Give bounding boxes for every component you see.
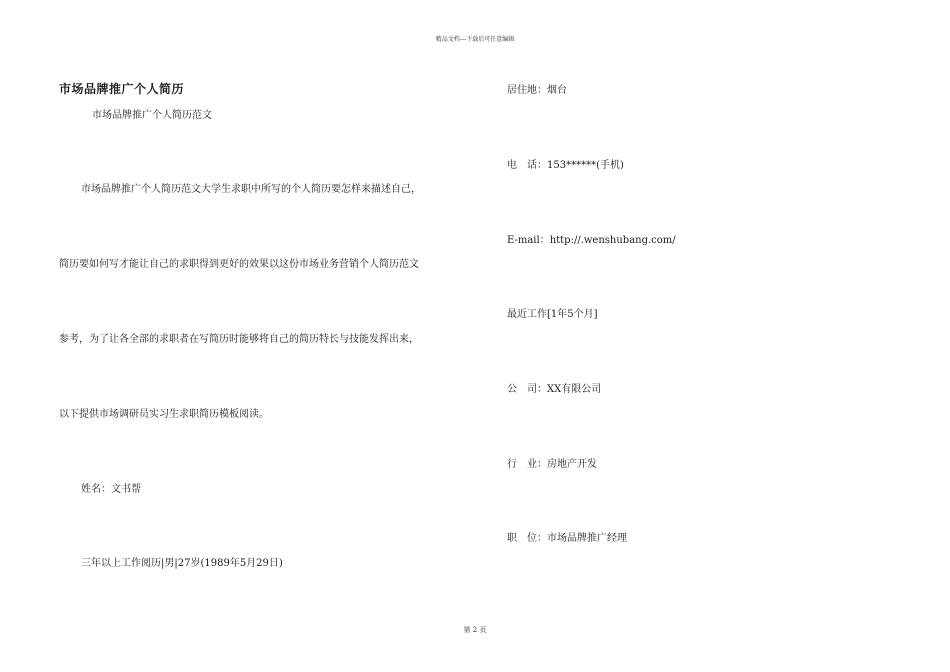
name-line: 姓名：文书帮 — [81, 484, 141, 495]
email-field: E-mail：http://.wenshubang.com/ — [507, 235, 676, 246]
document-title: 市场品牌推广个人简历 — [59, 82, 185, 96]
paragraph-line: 简历要如何写才能让自己的求职得到更好的效果以这份市场业务营销个人简历范文 — [59, 259, 419, 270]
residence-field: 居住地：烟台 — [507, 85, 567, 96]
paragraph-line: 以下提供市场调研员实习生求职简历模板阅读。 — [59, 409, 269, 420]
page-header: 精品文档---下载后可任意编辑 — [435, 36, 515, 43]
document-subtitle: 市场品牌推广个人简历范文 — [92, 110, 212, 121]
page-number: 第 2 页 — [463, 626, 487, 634]
paragraph-line: 参考，为了让各全部的求职者在写简历时能够将自己的简历特长与技能发挥出来， — [59, 334, 419, 345]
industry-field: 行 业：房地产开发 — [507, 459, 597, 470]
company-field: 公 司：XX有限公司 — [507, 384, 602, 395]
position-field: 职 位：市场品牌推广经理 — [507, 533, 627, 544]
paragraph-line: 市场品牌推广个人简历范文大学生求职中所写的个人简历要怎样来描述自己， — [81, 184, 421, 195]
summary-line: 三年以上工作阅历|男|27岁(1989年5月29日) — [81, 558, 283, 569]
phone-field: 电 话：153******(手机) — [507, 160, 624, 171]
recent-work-field: 最近工作[1年5个月] — [507, 309, 598, 320]
